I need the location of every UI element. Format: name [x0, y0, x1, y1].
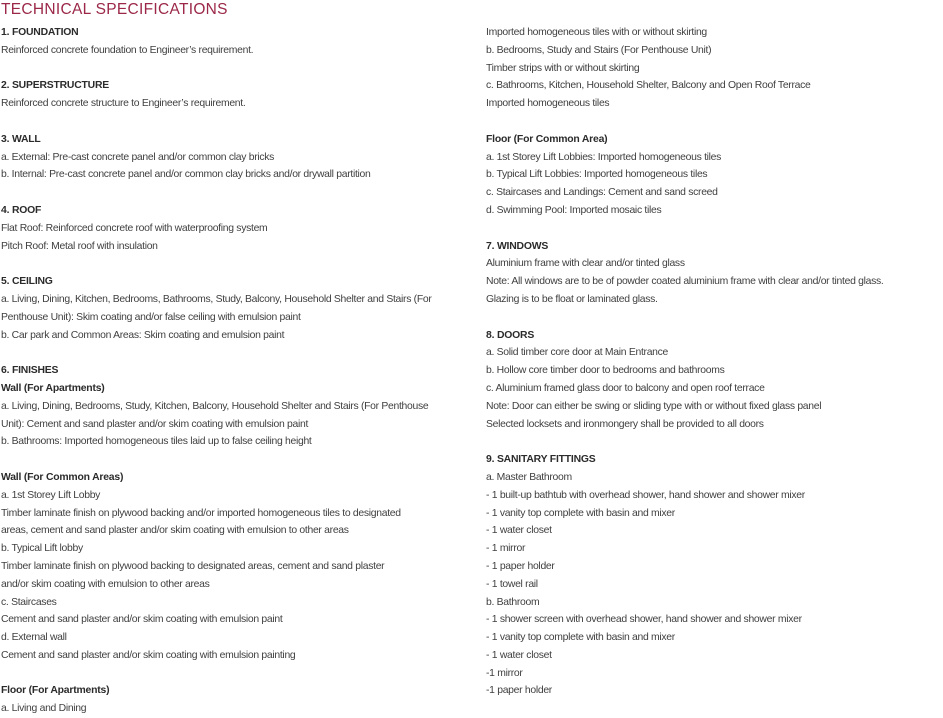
section-heading: Wall (For Apartments): [1, 382, 105, 394]
blank-line: [1, 60, 481, 78]
spec-line: b. Car park and Common Areas: Skim coating and emulsion paint: [1, 329, 285, 341]
section-heading: 2. SUPERSTRUCTURE: [1, 80, 110, 92]
spec-line: b. Internal: Pre-cast concrete panel and/or common clay bricks and/or drywall partition: [1, 169, 371, 181]
spec-line: a. Master Bathroom: [486, 471, 572, 483]
spec-line: - 1 water closet: [486, 649, 552, 661]
spec-line: Reinforced concrete structure to Engineer’s requirement.: [1, 98, 246, 110]
spec-line: - 1 vanity top complete with basin and mixer: [486, 632, 675, 644]
spec-line: b. Typical Lift lobby: [1, 543, 83, 555]
spec-line: areas, cement and sand plaster and/or skim coating with emulsion to other areas: [1, 525, 349, 537]
section-heading: 8. DOORS: [486, 329, 535, 341]
spec-line: Reinforced concrete foundation to Engineer’s requirement.: [1, 44, 254, 56]
spec-column-left: [1, 24, 481, 718]
spec-line: Unit): Cement and sand plaster and/or skim coating with emulsion paint: [1, 418, 309, 430]
spec-line: a. 1st Storey Lift Lobby: [1, 489, 101, 501]
page-title: TECHNICAL SPECIFICATIONS: [1, 1, 228, 18]
blank-line: [486, 309, 943, 327]
spec-line: Flat Roof: Reinforced concrete roof with waterproofing system: [1, 222, 268, 234]
spec-line: Cement and sand plaster and/or skim coating with emulsion paint: [1, 614, 283, 626]
spec-line: - 1 water closet: [486, 525, 552, 537]
blank-line: [486, 113, 943, 131]
spec-line: Aluminium frame with clear and/or tinted glass: [486, 258, 685, 270]
spec-line: b. Hollow core timber door to bedrooms and bathrooms: [486, 365, 725, 377]
section-heading: 4. ROOF: [1, 204, 42, 216]
spec-line: - 1 vanity top complete with basin and mixer: [486, 507, 675, 519]
spec-line: Imported homogeneous tiles: [486, 98, 610, 110]
spec-line: c. Bathrooms, Kitchen, Household Shelter, Balcony and Open Roof Terrace: [486, 80, 811, 92]
spec-line: - 1 built-up bathtub with overhead shower, hand shower and shower mixer: [486, 489, 805, 501]
blank-line: [1, 113, 481, 131]
spec-line: Note: Door can either be swing or sliding type with or without fixed glass panel: [486, 400, 822, 412]
blank-line: [1, 255, 481, 273]
spec-line: Note: All windows are to be of powder coated aluminium frame with clear and/or tinted glass.: [486, 276, 884, 288]
spec-line: a. External: Pre-cast concrete panel and/or common clay bricks: [1, 151, 275, 163]
section-heading: 3. WALL: [1, 133, 41, 145]
section-heading: Floor (For Common Area): [486, 133, 608, 145]
spec-line: d. External wall: [1, 632, 67, 644]
spec-line: -1 paper holder: [486, 685, 552, 697]
section-heading: 5. CEILING: [1, 276, 53, 288]
section-heading: 9. SANITARY FITTINGS: [486, 454, 596, 466]
spec-line: - 1 paper holder: [486, 560, 555, 572]
spec-line: b. Bathrooms: Imported homogeneous tiles laid up to false ceiling height: [1, 436, 312, 448]
spec-line: Glazing is to be float or laminated glass.: [486, 293, 658, 305]
spec-line: Penthouse Unit): Skim coating and/or false ceiling with emulsion paint: [1, 311, 301, 323]
spec-line: - 1 shower screen with overhead shower, hand shower and shower mixer: [486, 614, 802, 626]
blank-line: [1, 344, 481, 362]
spec-column-right: [486, 24, 943, 700]
spec-line: c. Staircases: [1, 596, 57, 608]
spec-line: c. Aluminium framed glass door to balcony and open roof terrace: [486, 382, 765, 394]
blank-line: [486, 433, 943, 451]
spec-line: a. Living, Dining, Bedrooms, Study, Kitchen, Balcony, Household Shelter and Stairs (For Penthouse: [1, 400, 429, 412]
blank-line: [486, 220, 943, 238]
blank-line: [1, 451, 481, 469]
spec-line: -1 mirror: [486, 667, 523, 679]
spec-line: b. Bedrooms, Study and Stairs (For Penthouse Unit): [486, 44, 712, 56]
spec-line: - 1 mirror: [486, 543, 526, 555]
spec-line: and/or skim coating with emulsion to other areas: [1, 578, 210, 590]
spec-line: c. Staircases and Landings: Cement and sand screed: [486, 187, 718, 199]
spec-line: Cement and sand plaster and/or skim coating with emulsion painting: [1, 649, 296, 661]
section-heading: Floor (For Apartments): [1, 685, 110, 697]
section-heading: Wall (For Common Areas): [1, 471, 124, 483]
spec-line: Imported homogeneous tiles with or without skirting: [486, 27, 707, 38]
blank-line: [1, 184, 481, 202]
spec-line: b. Typical Lift Lobbies: Imported homogeneous tiles: [486, 169, 708, 181]
spec-line: - 1 towel rail: [486, 578, 538, 590]
spec-line: Timber laminate finish on plywood backing and/or imported homogeneous tiles to designated: [1, 507, 401, 519]
spec-line: Timber laminate finish on plywood backing to designated areas, cement and sand plaster: [1, 560, 385, 572]
spec-line: a. Living and Dining: [1, 703, 87, 715]
section-heading: 6. FINISHES: [1, 365, 59, 377]
spec-line: a. 1st Storey Lift Lobbies: Imported homogeneous tiles: [486, 151, 722, 163]
blank-line: [1, 665, 481, 683]
spec-line: Selected locksets and ironmongery shall be provided to all doors: [486, 418, 764, 430]
spec-line: b. Bathroom: [486, 596, 540, 608]
spec-line: Pitch Roof: Metal roof with insulation: [1, 240, 158, 252]
spec-line: a. Solid timber core door at Main Entrance: [486, 347, 669, 359]
section-heading: 1. FOUNDATION: [1, 27, 79, 38]
spec-line: Timber strips with or without skirting: [486, 62, 640, 74]
spec-line: a. Living, Dining, Kitchen, Bedrooms, Bathrooms, Study, Balcony, Household Shelter and Stairs (For: [1, 293, 432, 305]
section-heading: 7. WINDOWS: [486, 240, 549, 252]
spec-line: d. Swimming Pool: Imported mosaic tiles: [486, 204, 662, 216]
